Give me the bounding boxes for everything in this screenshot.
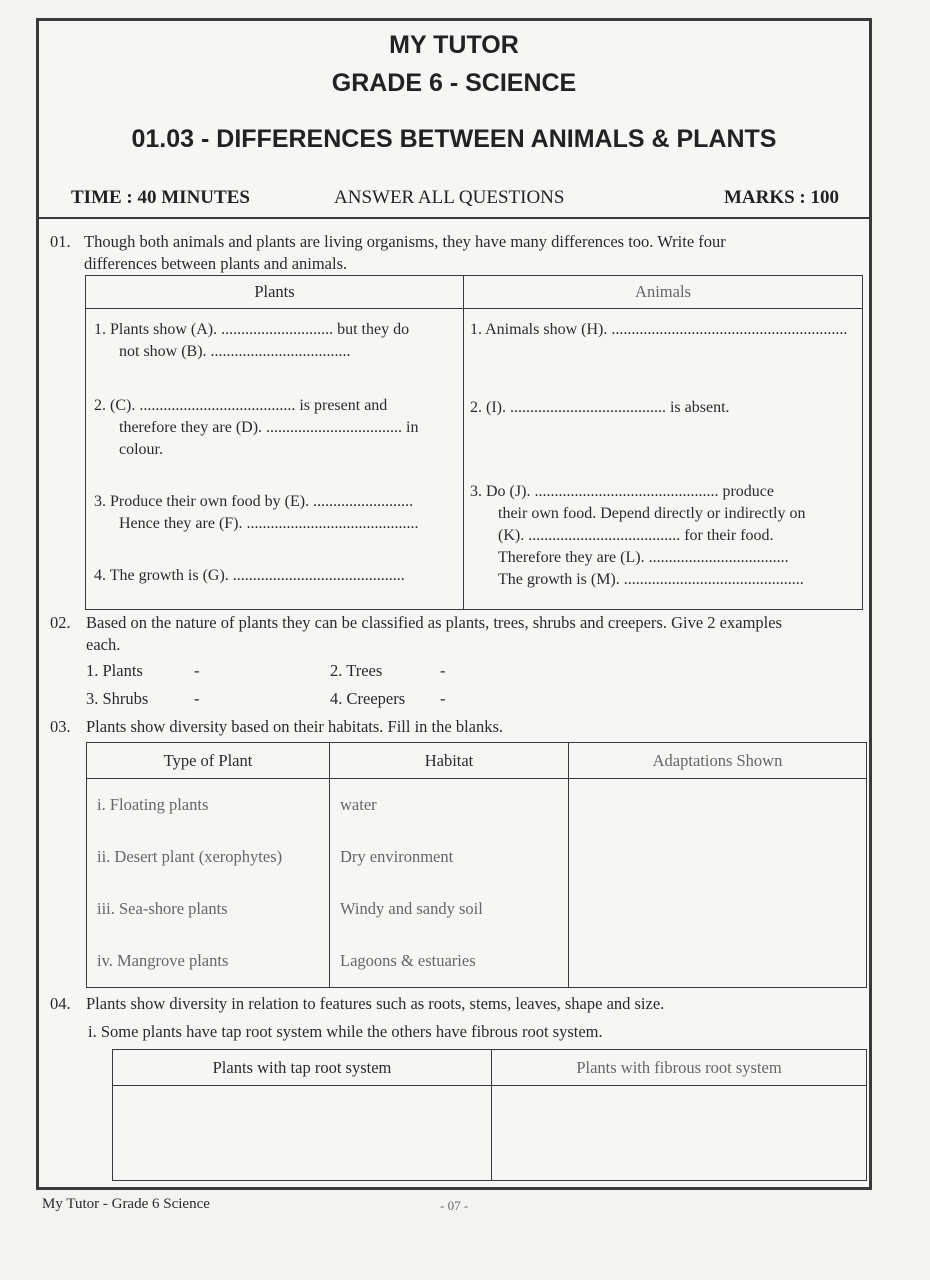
- q1-text-line1: Though both animals and plants are living organisms, they have many differences too. Write four: [84, 232, 726, 251]
- q1-plants-cell: [86, 309, 464, 610]
- adaptations-answer-cell[interactable]: [569, 779, 867, 988]
- q2-item-trees: 2. Trees: [330, 661, 383, 680]
- animals-point-3-line2: their own food. Depend directly or indirectly on: [498, 505, 806, 522]
- q2-dash-3: -: [194, 689, 200, 708]
- q4-root-table: [112, 1049, 867, 1181]
- q1-animals-cell: [464, 309, 863, 610]
- animals-point-4: The growth is (M). .............................................: [498, 571, 804, 588]
- plants-point-1-line2: not show (B). ...................................: [119, 343, 351, 360]
- plant-type-mangrove: iv. Mangrove plants: [87, 935, 330, 988]
- q1-text: [84, 231, 864, 275]
- animals-point-3-line1: 3. Do (J). .............................................. produce: [470, 483, 774, 500]
- q3-number: 03.: [50, 717, 71, 736]
- plants-point-4: 4. The growth is (G). ...........................................: [94, 567, 405, 584]
- animals-point-2: 2. (I). ....................................... is absent.: [470, 399, 730, 416]
- q3-header-adaptations: Adaptations Shown: [569, 743, 867, 779]
- q4-text: Plants show diversity in relation to features such as roots, stems, leaves, shape and size.: [86, 994, 665, 1013]
- q2-item-plants: 1. Plants: [86, 661, 143, 680]
- animals-point-3-line4: Therefore they are (L). ...................................: [498, 549, 789, 566]
- plants-point-2-line3: colour.: [119, 441, 163, 458]
- worksheet-header: [39, 21, 869, 219]
- plants-point-1: [94, 319, 409, 363]
- q2-text-line1: Based on the nature of plants they can be classified as plants, trees, shrubs and creepers. Give 2 examples: [86, 613, 782, 632]
- q3-header-type: Type of Plant: [87, 743, 330, 779]
- plants-point-1-line1: 1. Plants show (A). ............................ but they do: [94, 321, 410, 338]
- plant-type-desert: ii. Desert plant (xerophytes): [87, 831, 330, 883]
- q1-table: [85, 275, 863, 610]
- footer-label: My Tutor - Grade 6 Science: [42, 1196, 210, 1212]
- q2-dash-2: -: [440, 661, 446, 680]
- plants-point-2-line1: 2. (C). ....................................... is present and: [94, 397, 388, 414]
- habitat-water: water: [330, 779, 569, 832]
- q1-text-line2: differences between plants and animals.: [84, 254, 348, 273]
- fibrous-root-answer-cell[interactable]: [492, 1086, 867, 1181]
- unit-title: 01.03 - DIFFERENCES BETWEEN ANIMALS & PLANTS: [131, 125, 777, 153]
- q3-text: Plants show diversity based on their habitats. Fill in the blanks.: [86, 717, 504, 736]
- q2-item-shrubs: 3. Shrubs: [86, 689, 149, 708]
- q2-text: [86, 612, 866, 656]
- plants-point-3: [94, 491, 419, 535]
- plant-type-seashore: iii. Sea-shore plants: [87, 883, 330, 935]
- q4-header-tap: Plants with tap root system: [113, 1050, 492, 1086]
- q2-dash-1: -: [194, 661, 200, 680]
- org-title: MY TUTOR: [389, 31, 519, 59]
- animals-point-3-line3: (K). ...................................... for their food.: [498, 527, 774, 544]
- q2-text-line2: each.: [86, 635, 121, 654]
- q2-dash-4: -: [440, 689, 446, 708]
- table-row: [113, 1086, 867, 1181]
- instruction-label: ANSWER ALL QUESTIONS: [334, 187, 565, 208]
- tap-root-answer-cell[interactable]: [113, 1086, 492, 1181]
- q3-header-habitat: Habitat: [330, 743, 569, 779]
- q4-header-fibrous: Plants with fibrous root system: [492, 1050, 867, 1086]
- q2-number: 02.: [50, 613, 71, 632]
- plants-point-2: [94, 395, 418, 461]
- q3-habitat-table: [86, 742, 867, 988]
- plants-point-3-line1: 3. Produce their own food by (E). .........................: [94, 493, 414, 510]
- grade-title: GRADE 6 - SCIENCE: [331, 69, 577, 97]
- table-row: [87, 779, 867, 832]
- plants-point-2-line2: therefore they are (D). .................................. in: [119, 419, 419, 436]
- q4-subquestion: i. Some plants have tap root system while the others have fibrous root system.: [88, 1022, 603, 1041]
- q2-item-creepers: 4. Creepers: [330, 689, 406, 708]
- plants-point-3-line2: Hence they are (F). ...........................................: [119, 515, 419, 532]
- q1-col-animals: Animals: [464, 276, 863, 309]
- plant-type-floating: i. Floating plants: [87, 779, 330, 832]
- habitat-windy-sandy: Windy and sandy soil: [330, 883, 569, 935]
- page-number: - 07 -: [440, 1198, 469, 1213]
- animals-point-1: 1. Animals show (H). ...........................................................: [470, 321, 848, 338]
- animals-point-3: [470, 481, 858, 591]
- q1-number: 01.: [50, 232, 71, 251]
- habitat-dry: Dry environment: [330, 831, 569, 883]
- habitat-lagoons: Lagoons & estuaries: [330, 935, 569, 988]
- time-label: TIME : 40 MINUTES: [71, 187, 250, 208]
- marks-label: MARKS : 100: [723, 187, 839, 208]
- q4-number: 04.: [50, 994, 71, 1013]
- q1-col-plants: Plants: [86, 276, 464, 309]
